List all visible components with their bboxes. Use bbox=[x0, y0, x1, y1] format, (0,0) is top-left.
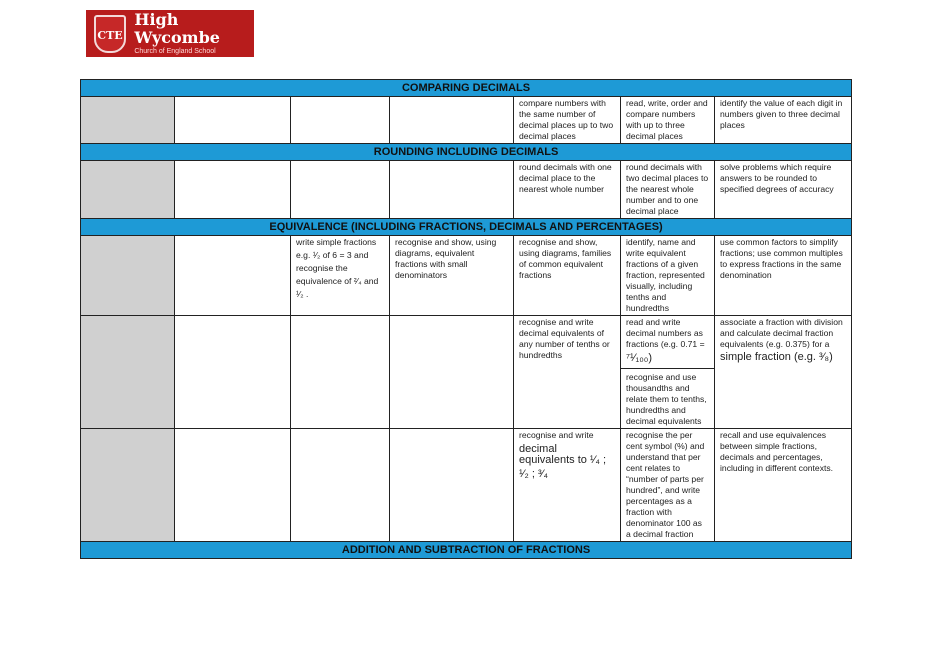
cell-line: recognise and write bbox=[519, 430, 594, 440]
table-cell bbox=[175, 316, 291, 429]
cell-line: e.g. ¹⁄₂ of 6 = 3 and bbox=[296, 250, 369, 260]
table-cell bbox=[175, 161, 291, 219]
table-cell: recognise the per cent symbol (%) and understand that per cent relates to “number of parts per hundred”, and write percentages as a fraction with denominator 100 as a decimal fraction bbox=[621, 429, 715, 542]
row-label-cell bbox=[81, 429, 175, 542]
table-cell bbox=[514, 429, 621, 542]
table-cell bbox=[390, 429, 514, 542]
table-cell bbox=[621, 316, 715, 429]
table-cell bbox=[291, 316, 390, 429]
table-row bbox=[81, 316, 852, 429]
crest-icon bbox=[94, 15, 126, 53]
row-label-cell bbox=[81, 316, 175, 429]
table-cell bbox=[291, 161, 390, 219]
table-cell bbox=[715, 316, 852, 429]
table-cell: read, write, order and compare numbers with up to three decimal places bbox=[621, 97, 715, 144]
section-header-equivalence bbox=[81, 219, 852, 236]
table-cell bbox=[175, 236, 291, 316]
cell-line: ¹⁄₂ . bbox=[296, 289, 309, 299]
table-cell: round decimals with one decimal place to the nearest whole number bbox=[514, 161, 621, 219]
cell-line: associate a fraction with division and calculate decimal fraction equivalents (e.g. 0.375) for a bbox=[720, 317, 843, 349]
cell-line: equivalence of ²⁄₄ and bbox=[296, 276, 379, 286]
cell-line: recognise the bbox=[296, 263, 348, 273]
row-label-cell bbox=[81, 161, 175, 219]
table-cell bbox=[390, 316, 514, 429]
cell-line: ⁷¹⁄₁₀₀) bbox=[626, 352, 652, 364]
table-row bbox=[81, 161, 852, 219]
table-cell bbox=[291, 429, 390, 542]
table-row bbox=[81, 429, 852, 542]
table-cell: identify the value of each digit in numbers given to three decimal places bbox=[715, 97, 852, 144]
table-cell bbox=[390, 161, 514, 219]
cell-line: ¹⁄₂ ; ³⁄₄ bbox=[519, 468, 548, 480]
cell-line: write simple fractions bbox=[296, 237, 377, 247]
table-cell: recall and use equivalences between simple fractions, decimals and percentages, including in different contexts. bbox=[715, 429, 852, 542]
table-cell: solve problems which require answers to be rounded to specified degrees of accuracy bbox=[715, 161, 852, 219]
school-name: High Wycombe bbox=[134, 10, 220, 47]
table-cell bbox=[390, 97, 514, 144]
table-cell: recognise and show, using diagrams, equivalent fractions with small denominators bbox=[390, 236, 514, 316]
cell-line: decimal equivalents to ¹⁄₄ ; bbox=[519, 443, 607, 466]
section-header-rounding bbox=[81, 144, 852, 161]
cell-line: read and write decimal numbers as fractions (e.g. 0.71 = bbox=[626, 317, 705, 349]
section-title: ADDITION AND SUBTRACTION OF FRACTIONS bbox=[81, 542, 852, 559]
table-cell: recognise and show, using diagrams, families of common equivalent fractions bbox=[514, 236, 621, 316]
section-header-comparing bbox=[81, 80, 852, 97]
section-header-addition bbox=[81, 542, 852, 559]
table-cell: identify, name and write equivalent fractions of a given fraction, represented visually, including tenths and hundredths bbox=[621, 236, 715, 316]
curriculum-table bbox=[80, 79, 852, 559]
section-title: ROUNDING INCLUDING DECIMALS bbox=[81, 144, 852, 161]
table-row bbox=[81, 97, 852, 144]
table-cell bbox=[291, 97, 390, 144]
table-cell: recognise and write decimal equivalents of any number of tenths or hundredths bbox=[514, 316, 621, 429]
table-cell: compare numbers with the same number of decimal places up to two decimal places bbox=[514, 97, 621, 144]
school-logo bbox=[86, 10, 254, 57]
table-cell bbox=[291, 236, 390, 316]
section-title: EQUIVALENCE (INCLUDING FRACTIONS, DECIMALS AND PERCENTAGES) bbox=[81, 219, 852, 236]
school-subtitle: Church of England School bbox=[134, 48, 216, 55]
table-cell bbox=[175, 97, 291, 144]
sub-cell: recognise and use thousandths and relate them to tenths, hundredths and decimal equivalents bbox=[621, 368, 714, 427]
section-title: COMPARING DECIMALS bbox=[81, 80, 852, 97]
row-label-cell bbox=[81, 236, 175, 316]
cell-line: simple fraction (e.g. ³⁄₈) bbox=[720, 351, 833, 363]
table-cell: use common factors to simplify fractions; use common multiples to express fractions in the same denomination bbox=[715, 236, 852, 316]
row-label-cell bbox=[81, 97, 175, 144]
crest-initials: CTE bbox=[97, 28, 123, 42]
table-row bbox=[81, 236, 852, 316]
table-cell: round decimals with two decimal places to the nearest whole number and to one decimal place bbox=[621, 161, 715, 219]
table-cell bbox=[175, 429, 291, 542]
